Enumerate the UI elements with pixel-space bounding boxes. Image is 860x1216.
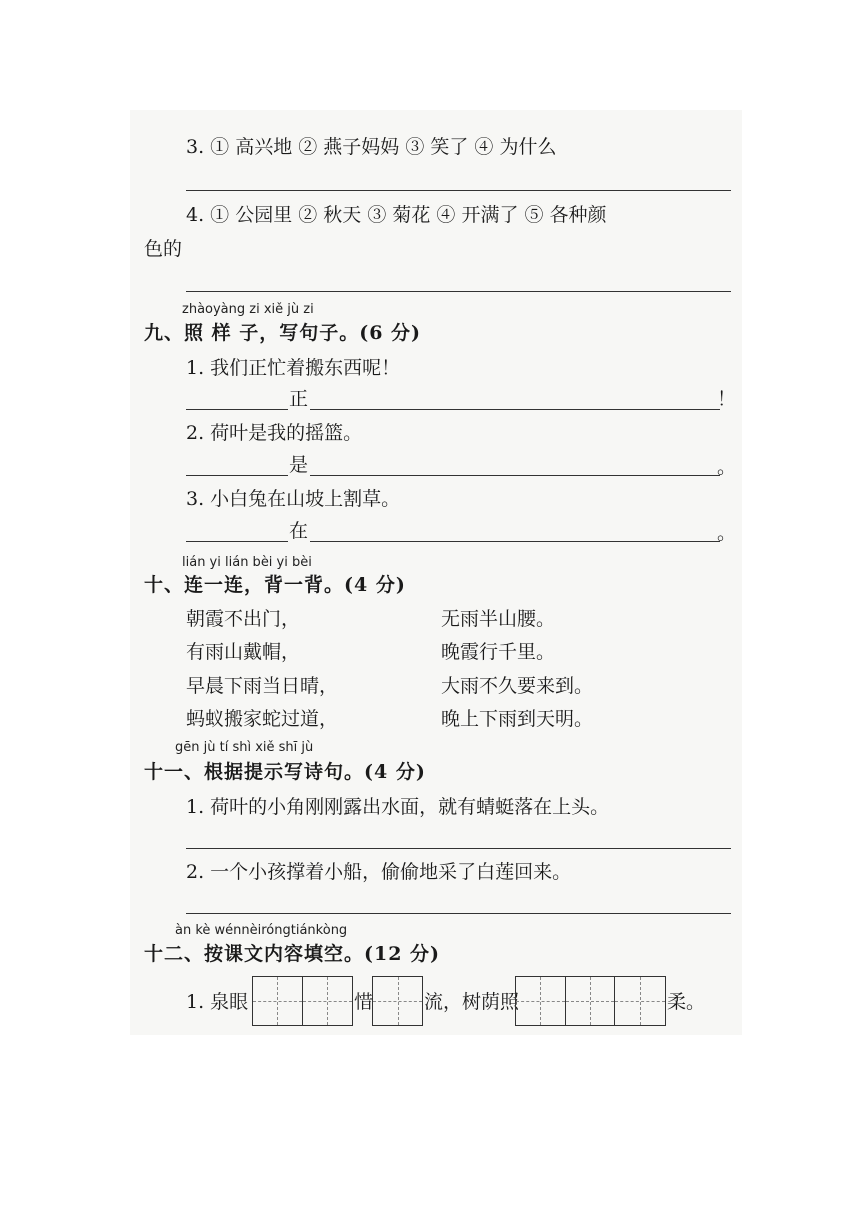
keyword-9-2: 是 (289, 454, 309, 476)
question-9-2: 2. 荷叶是我的摇篮。 (186, 422, 363, 444)
proverb-right-1[interactable]: 无雨半山腰。 (441, 608, 556, 630)
char-cell[interactable] (615, 977, 665, 1025)
char-cell[interactable] (373, 977, 422, 1025)
char-grid-3[interactable] (515, 976, 666, 1026)
proverb-right-4[interactable]: 晚上下雨到天明。 (441, 708, 594, 730)
section-12-heading: 十二、按课文内容填空。(12 分) (144, 943, 441, 965)
answer-line[interactable] (186, 913, 731, 914)
char-cell[interactable] (303, 977, 353, 1025)
char-cell[interactable] (516, 977, 566, 1025)
section-9-heading: 九、照 样 子，写句子。(6 分) (144, 322, 422, 344)
blank-9-1b[interactable] (310, 409, 720, 410)
section-9-pinyin: zhàoyàng zi xiě jù zi (182, 302, 314, 317)
question-12-1-mid2: 流，树荫照 (424, 991, 520, 1013)
question-9-1: 1. 我们正忙着搬东西呢！ (186, 357, 401, 379)
question-8-4-line1: 4. ① 公园里 ② 秋天 ③ 菊花 ④ 开满了 ⑤ 各种颜 (186, 204, 607, 226)
question-12-1-prefix: 1. 泉眼 (186, 991, 249, 1013)
char-cell[interactable] (253, 977, 303, 1025)
end-punct-9-1: ！ (717, 388, 737, 410)
keyword-9-1: 正 (289, 388, 309, 410)
proverb-left-2[interactable]: 有雨山戴帽， (186, 641, 301, 663)
end-punct-9-2: 。 (717, 456, 737, 478)
section-11-heading: 十一、根据提示写诗句。(4 分) (144, 761, 426, 783)
proverb-left-3[interactable]: 早晨下雨当日晴， (186, 675, 339, 697)
proverb-right-3[interactable]: 大雨不久要来到。 (441, 675, 594, 697)
question-8-3: 3. ① 高兴地 ② 燕子妈妈 ③ 笑了 ④ 为什么 (186, 136, 557, 158)
blank-9-2a[interactable] (186, 475, 288, 476)
answer-line[interactable] (186, 291, 731, 292)
question-11-1: 1. 荷叶的小角刚刚露出水面，就有蜻蜓落在上头。 (186, 796, 610, 818)
blank-9-1a[interactable] (186, 409, 288, 410)
section-12-pinyin: àn kè wénnèiróngtiánkòng (175, 923, 348, 938)
question-11-2: 2. 一个小孩撑着小船，偷偷地采了白莲回来。 (186, 861, 572, 883)
blank-9-3b[interactable] (310, 541, 720, 542)
section-11-pinyin: gēn jù tí shì xiě shī jù (175, 740, 314, 755)
char-grid-1[interactable] (252, 976, 353, 1026)
keyword-9-3: 在 (289, 520, 309, 542)
answer-line[interactable] (186, 190, 731, 191)
question-12-1-mid1: 惜 (354, 991, 374, 1013)
blank-9-2b[interactable] (310, 475, 720, 476)
proverb-left-1[interactable]: 朝霞不出门， (186, 608, 301, 630)
proverb-right-2[interactable]: 晚霞行千里。 (441, 641, 556, 663)
proverb-left-4[interactable]: 蚂蚁搬家蛇过道， (186, 708, 339, 730)
question-12-1-end: 柔。 (667, 991, 706, 1013)
char-cell[interactable] (566, 977, 616, 1025)
end-punct-9-3: 。 (717, 522, 737, 544)
blank-9-3a[interactable] (186, 541, 288, 542)
section-10-pinyin: lián yi lián bèi yi bèi (182, 555, 312, 570)
section-10-heading: 十、连一连，背一背。(4 分) (144, 574, 406, 596)
question-9-3: 3. 小白兔在山坡上割草。 (186, 488, 401, 510)
answer-line[interactable] (186, 848, 731, 849)
question-8-4-line2: 色的 (144, 238, 183, 260)
char-grid-2[interactable] (372, 976, 423, 1026)
